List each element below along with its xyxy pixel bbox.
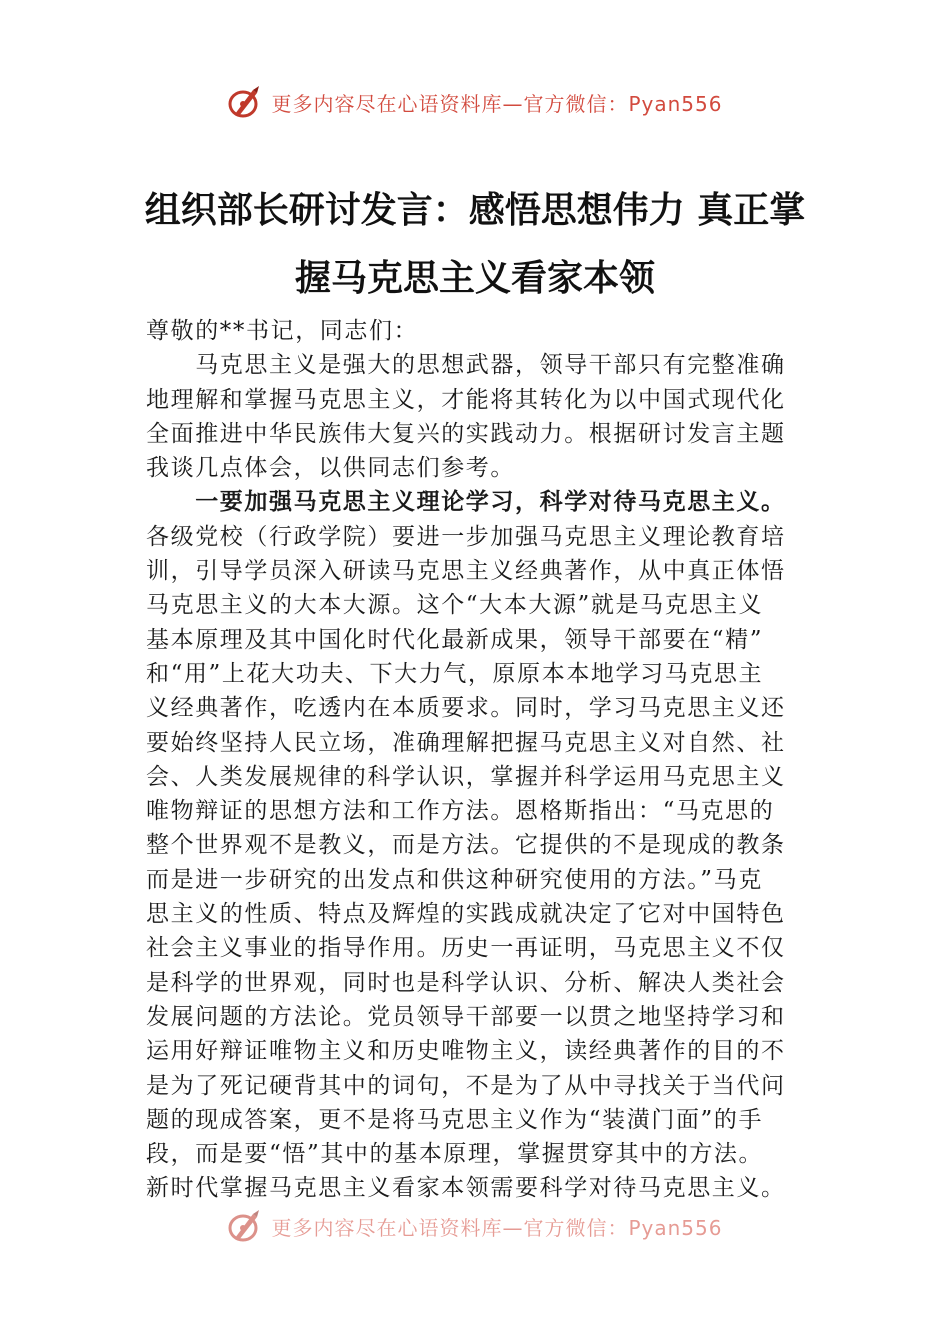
paragraph-line: 义经典著作，吃透内在本质要求。同时，学习马克思主义还 xyxy=(146,695,786,722)
paragraph-line: 地理解和掌握马克思主义，才能将其转化为以中国式现代化 xyxy=(146,386,786,413)
paragraph-line: 马克思主义是强大的思想武器，领导干部只有完整准确 xyxy=(146,352,786,379)
paragraph-line: 和“用”上花大功夫、下大力气，原原本本地学习马克思主 xyxy=(146,660,764,687)
paragraph-line: 运用好辩证唯物主义和历史唯物主义，读经典著作的目的不 xyxy=(146,1038,786,1065)
paragraph-line: 新时代掌握马克思主义看家本领需要科学对待马克思主义。 xyxy=(146,1175,786,1202)
document-title-line-1: 组织部长研讨发言：感悟思想伟力 真正掌 xyxy=(144,189,806,231)
salutation: 尊敬的**书记，同志们： xyxy=(146,318,419,344)
watermark-header xyxy=(0,82,950,122)
paragraph-line: 各级党校（行政学院）要进一步加强马克思主义理论教育培 xyxy=(146,523,786,550)
paragraph-line: 马克思主义的大本大源。这个“大本大源”就是马克思主义 xyxy=(146,592,764,619)
paragraph-line: 要始终坚持人民立场，准确理解把握马克思主义对自然、社 xyxy=(146,729,786,756)
paragraph-line: 社会主义事业的指导作用。历史一再证明，马克思主义不仅 xyxy=(146,935,786,962)
paragraph-line: 而是进一步研究的出发点和供这种研究使用的方法。”马克 xyxy=(146,866,763,893)
paragraph-line: 训，引导学员深入研读马克思主义经典著作，从中真正体悟 xyxy=(146,558,786,585)
paragraph-line: 发展问题的方法论。党员领导干部要一以贯之地坚持学习和 xyxy=(146,1003,786,1030)
paragraph-line: 基本原理及其中国化时代化最新成果，领导干部要在“精” xyxy=(146,626,764,653)
paragraph-line: 我谈几点体会，以供同志们参考。 xyxy=(146,455,515,482)
paragraph-line: 是为了死记硬背其中的词句，不是为了从中寻找关于当代问 xyxy=(146,1072,786,1099)
paragraph-line: 题的现成答案，更不是将马克思主义作为“装潢门面”的手 xyxy=(146,1106,764,1133)
paragraph-line: 整个世界观不是教义，而是方法。它提供的不是现成的教条 xyxy=(146,832,786,859)
pen-logo-icon xyxy=(227,1208,263,1244)
paragraph-line: 全面推进中华民族伟大复兴的实践动力。根据研讨发言主题 xyxy=(146,420,786,447)
document-body xyxy=(146,314,818,1206)
paragraph-line: 思主义的性质、特点及辉煌的实践成就决定了它对中国特色 xyxy=(146,901,786,928)
watermark-text: 更多内容尽在心语资料库—官方微信：Pyan556 xyxy=(271,91,723,116)
section-heading: 一要加强马克思主义理论学习，科学对待马克思主义。 xyxy=(146,488,786,516)
watermark-footer xyxy=(0,1206,950,1246)
paragraph-line: 是科学的世界观，同时也是科学认识、分析、解决人类社会 xyxy=(146,969,786,996)
pen-logo-icon xyxy=(227,84,263,120)
paragraph-line: 段，而是要“悟”其中的基本原理，掌握贯穿其中的方法。 xyxy=(146,1141,764,1168)
watermark-text: 更多内容尽在心语资料库—官方微信：Pyan556 xyxy=(271,1215,723,1240)
paragraph-line: 唯物辩证的思想方法和工作方法。恩格斯指出：“马克思的 xyxy=(146,798,775,825)
paragraph-line: 会、人类发展规律的科学认识，掌握并科学运用马克思主义 xyxy=(146,763,786,790)
document-title-line-2: 握马克思主义看家本领 xyxy=(294,257,655,299)
